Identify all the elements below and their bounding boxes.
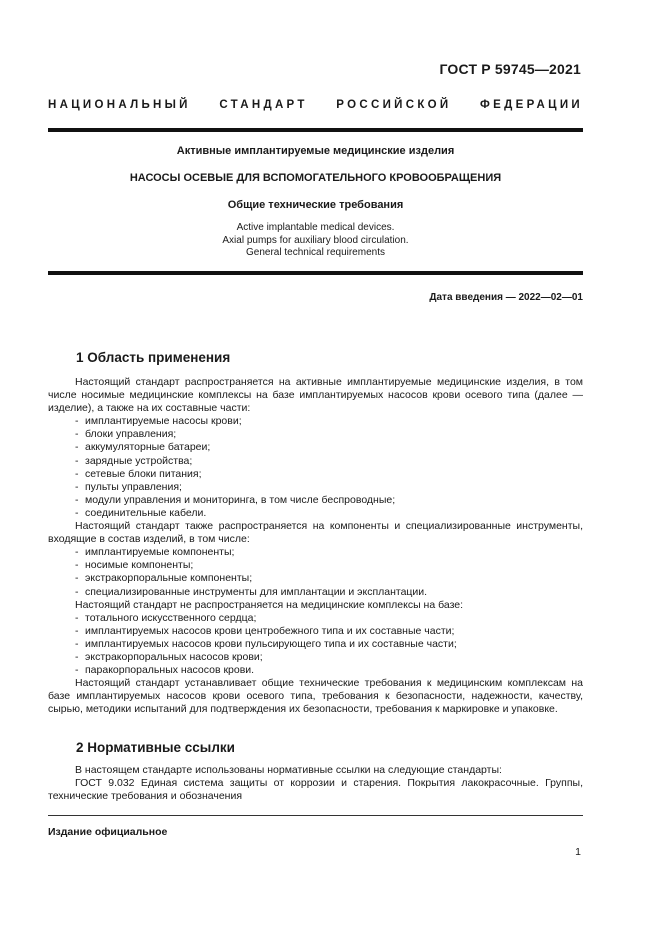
footer-divider [48, 815, 583, 816]
english-title-line-3: General technical requirements [246, 247, 385, 258]
section-1-body [48, 376, 583, 716]
section-1-paragraph: Настоящий стандарт распространяется на активные имплантируемые медицинские изделия, в том числе носимые медицинские комплексы на базе имплантируемых насосов крови осевого типа (далее — изделие), а также на их составные части: [48, 376, 583, 415]
section-1-paragraph: Настоящий стандарт устанавливает общие технические требования к медицинским комплексам на базе имплантируемых насосов крови осевого типа, требования к безопасности, надежности, качеству, сырью, методики испытаний для подтверждения их безопасности, требования к маркировке и упаковке. [48, 677, 583, 716]
english-title-line-2: Axial pumps for auxiliary blood circulation. [222, 234, 409, 246]
list-item: - тотального искусственного сердца; [75, 611, 257, 624]
bottom-divider [48, 271, 583, 275]
list-item: - пульты управления; [75, 480, 182, 493]
section-2-paragraph: В настоящем стандарте использованы нормативные ссылки на следующие стандарты: [75, 764, 502, 776]
scope-list [48, 415, 583, 520]
exclusions-list [48, 612, 583, 677]
title-line-1: Активные имплантируемые медицинские изделия [176, 145, 455, 157]
top-divider [48, 128, 583, 132]
section-2-heading: 2 Нормативные ссылки [76, 740, 235, 755]
list-item: - носимые компоненты; [75, 559, 194, 572]
list-item: - специализированные инструменты для имплантации и эксплантации. [75, 585, 428, 598]
section-1-paragraph: Настоящий стандарт также распространяется на компоненты и специализированные инструменты, входящие в состав изделий, в том числе: [48, 520, 583, 546]
list-item: - модули управления и мониторинга, в том числе беспроводные; [75, 493, 396, 506]
title-subtitle: Общие технические требования [227, 199, 404, 211]
english-title [48, 222, 583, 260]
list-item: - экстракорпоральных насосов крови; [75, 650, 263, 663]
list-item: - соединительные кабели. [75, 506, 207, 519]
section-2-body [48, 764, 583, 803]
english-title-line-1: Active implantable medical devices. [236, 222, 395, 233]
national-standard-caption: НАЦИОНАЛЬНЫЙ СТАНДАРТ РОССИЙСКОЙ ФЕДЕРАЦИИ [48, 99, 583, 111]
list-item: - имплантируемые насосы крови; [75, 415, 242, 428]
list-item: - блоки управления; [75, 428, 177, 441]
section-2-reference: ГОСТ 9.032 Единая система защиты от коррозии и старения. Покрытия лакокрасочные. Группы, технические требования и обозначения [48, 777, 583, 803]
page-number: 1 [575, 846, 581, 858]
title-main: НАСОСЫ ОСЕВЫЕ ДЛЯ ВСПОМОГАТЕЛЬНОГО КРОВООБРАЩЕНИЯ [129, 172, 502, 184]
section-1-heading: 1 Область применения [76, 350, 231, 365]
list-item: - имплантируемых насосов крови центробежного типа и их составные части; [75, 624, 455, 637]
list-item: - имплантируемые компоненты; [75, 546, 235, 559]
components-list [48, 546, 583, 598]
list-item: - зарядные устройства; [75, 454, 193, 467]
official-edition-label: Издание официальное [48, 826, 168, 838]
list-item: - экстракорпоральные компоненты; [75, 572, 253, 585]
title-block [48, 145, 583, 260]
list-item: - аккумуляторные батареи; [75, 441, 211, 454]
effective-date: Дата введения — 2022—02—01 [429, 292, 583, 303]
standard-number: ГОСТ Р 59745—2021 [439, 61, 581, 77]
list-item: - паракорпоральных насосов крови. [75, 664, 255, 677]
list-item: - сетевые блоки питания; [75, 467, 202, 480]
section-1-paragraph: Настоящий стандарт не распространяется на медицинские комплексы на базе: [75, 598, 464, 611]
list-item: - имплантируемых насосов крови пульсирующего типа и их составные части; [75, 637, 457, 650]
